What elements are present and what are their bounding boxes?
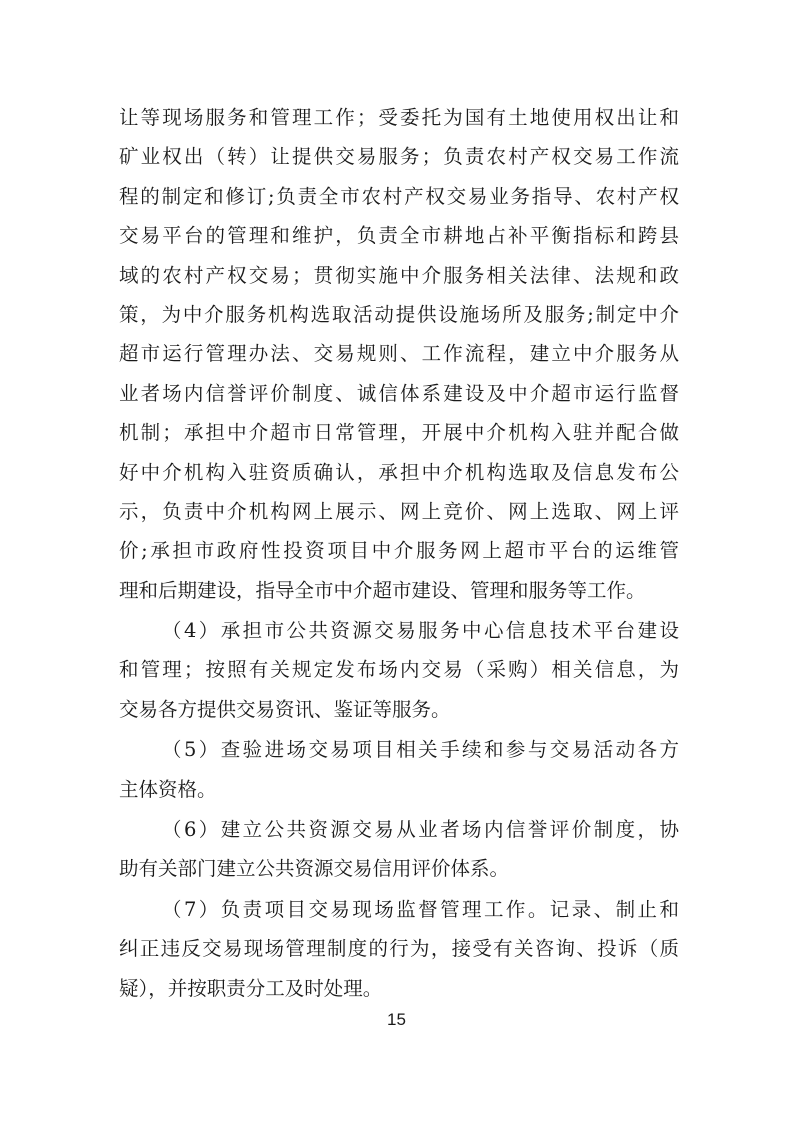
document-body <box>119 98 679 1008</box>
text-line: 和管理；按照有关规定发布场内交易（采购）相关信息，为 <box>119 658 679 682</box>
paragraph-item-6 <box>119 810 679 889</box>
text-line: 超市运行管理办法、交易规则、工作流程，建立中介服务从 <box>119 342 679 366</box>
text-line: 域的农村产权交易；贯彻实施中介服务相关法律、法规和政 <box>119 263 679 287</box>
text-line: 策，为中介服务机构选取活动提供设施场所及服务;制定中介 <box>119 302 679 326</box>
text-line: （7）负责项目交易现场监督管理工作。记录、制止和 <box>162 897 679 921</box>
text-line: 示，负责中介机构网上展示、网上竞价、网上选取、网上评 <box>119 499 679 523</box>
text-line: 机制；承担中介超市日常管理，开展中介机构入驻并配合做 <box>119 421 679 445</box>
paragraph-item-4 <box>119 611 679 729</box>
text-line: （5）查验进场交易项目相关手续和参与交易活动各方 <box>162 738 679 762</box>
text-line: 理和后期建设，指导全市中介超市建设、管理和服务等工作。 <box>119 578 646 602</box>
text-line: （4）承担市公共资源交易服务中心信息技术平台建设 <box>162 619 679 643</box>
text-line: 纠正违反交易现场管理制度的行为，接受有关咨询、投诉（质 <box>119 937 679 961</box>
page-number: 15 <box>387 1010 406 1029</box>
text-line: 疑），并按职责分工及时处理。 <box>119 976 383 1000</box>
paragraph-item-5 <box>119 730 679 809</box>
text-line: 交易平台的管理和维护，负责全市耕地占补平衡指标和跨县 <box>119 224 679 248</box>
text-line: 矿业权出（转）让提供交易服务；负责农村产权交易工作流 <box>119 145 679 169</box>
text-line: 程的制定和修订;负责全市农村产权交易业务指导、农村产权 <box>119 184 679 208</box>
text-line: 主体资格。 <box>119 777 217 801</box>
text-line: 助有关部门建立公共资源交易信用评价体系。 <box>119 857 510 881</box>
paragraph-item-7 <box>119 890 679 1008</box>
text-line: （6）建立公共资源交易从业者场内信誉评价制度，协 <box>162 818 679 842</box>
text-line: 价;承担市政府性投资项目中介服务网上超市平台的运维管 <box>119 539 679 563</box>
text-line: 好中介机构入驻资质确认，承担中介机构选取及信息发布公 <box>119 460 679 484</box>
text-line: 交易各方提供交易资讯、鉴证等服务。 <box>119 697 451 721</box>
paragraph-1 <box>119 98 679 610</box>
text-line: 业者场内信誉评价制度、诚信体系建设及中介超市运行监督 <box>119 381 679 405</box>
text-line: 让等现场服务和管理工作；受委托为国有土地使用权出让和 <box>119 106 679 129</box>
